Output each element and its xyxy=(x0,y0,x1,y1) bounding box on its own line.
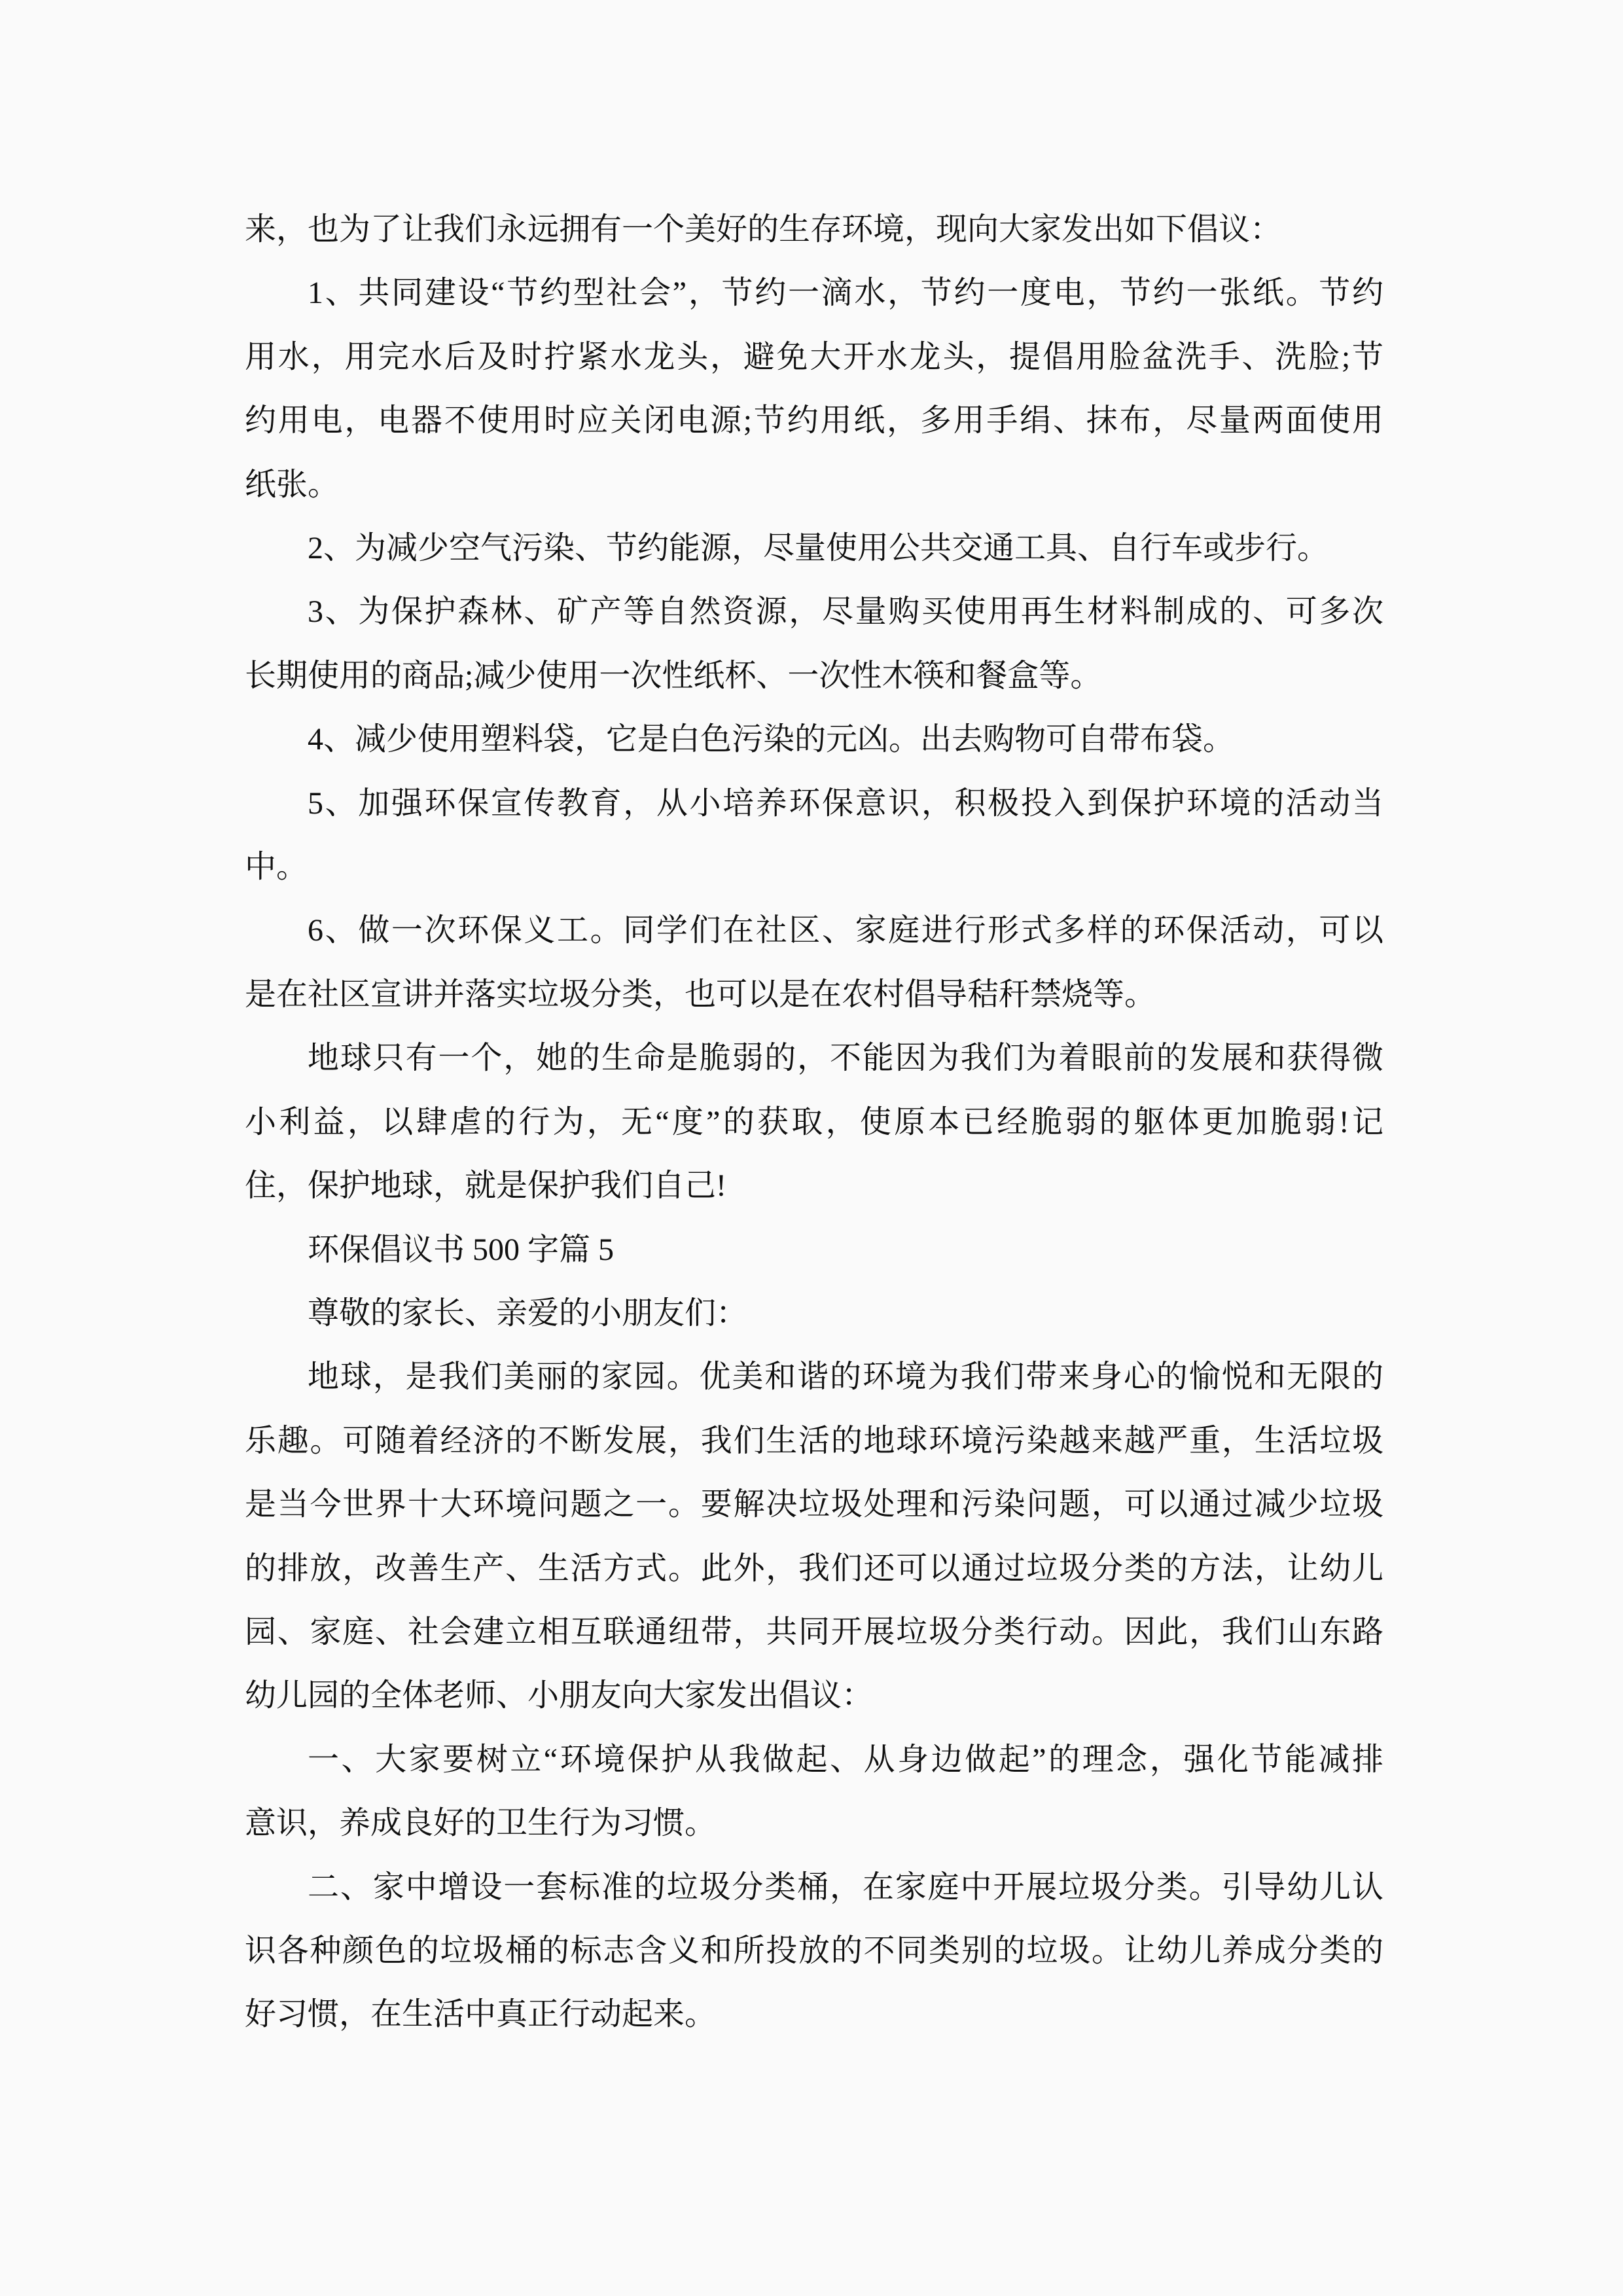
text-line: 识各种颜色的垃圾桶的标志含义和所投放的不同类别的垃圾。让幼儿养成分类的 xyxy=(245,1933,1383,1968)
text-line: 小利益，以肆虐的行为，无“度”的获取，使原本已经脆弱的躯体更加脆弱!记 xyxy=(245,1104,1383,1139)
text-line: 6、做一次环保义工。同学们在社区、家庭进行形式多样的环保活动，可以 xyxy=(308,913,1383,948)
text-line: 是当今世界十大环境问题之一。要解决垃圾处理和污染问题，可以通过减少垃圾 xyxy=(245,1487,1383,1522)
text-line: 1、共同建设“节约型社会”，节约一滴水，节约一度电，节约一张纸。节约 xyxy=(308,276,1383,311)
text-line: 住，保护地球，就是保护我们自己! xyxy=(245,1168,726,1204)
text-line: 一、大家要树立“环境保护从我做起、从身边做起”的理念，强化节能减排 xyxy=(308,1742,1383,1777)
text-line: 地球，是我们美丽的家园。优美和谐的环境为我们带来身心的愉悦和无限的 xyxy=(308,1359,1383,1395)
text-line: 中。 xyxy=(245,850,308,885)
text-line: 尊敬的家长、亲爱的小朋友们： xyxy=(308,1295,748,1331)
text-line: 是在社区宣讲并落实垃圾分类，也可以是在农村倡导秸秆禁烧等。 xyxy=(245,977,1156,1012)
text-line: 2、为减少空气污染、节约能源，尽量使用公共交通工具、自行车或步行。 xyxy=(308,531,1329,566)
document-text-block xyxy=(245,198,1383,2047)
text-line: 用水，用完水后及时拧紧水龙头，避免大开水龙头，提倡用脸盆洗手、洗脸;节 xyxy=(245,339,1383,374)
text-line: 纸张。 xyxy=(245,467,340,502)
text-line: 5、加强环保宣传教育，从小培养环保意识，积极投入到保护环境的活动当 xyxy=(308,785,1383,821)
text-line: 意识，养成良好的卫生行为习惯。 xyxy=(245,1806,717,1841)
text-line: 约用电，电器不使用时应关闭电源;节约用纸，多用手绢、抹布，尽量两面使用 xyxy=(245,403,1383,439)
text-line: 长期使用的商品;减少使用一次性纸杯、一次性木筷和餐盒等。 xyxy=(245,658,1102,693)
text-line: 园、家庭、社会建立相互联通纽带，共同开展垃圾分类行动。因此，我们山东路 xyxy=(245,1614,1383,1649)
text-line: 4、减少使用塑料袋，它是白色污染的元凶。出去购物可自带布袋。 xyxy=(308,722,1235,757)
text-line: 3、为保护森林、矿产等自然资源，尽量购买使用再生材料制成的、可多次 xyxy=(308,594,1383,630)
text-line: 的排放，改善生产、生活方式。此外，我们还可以通过垃圾分类的方法，让幼儿 xyxy=(245,1551,1383,1586)
text-line: 二、家中增设一套标准的垃圾分类桶，在家庭中开展垃圾分类。引导幼儿认 xyxy=(308,1869,1383,1905)
text-line: 来，也为了让我们永远拥有一个美好的生存环境，现向大家发出如下倡议： xyxy=(245,212,1282,247)
text-line: 幼儿园的全体老师、小朋友向大家发出倡议： xyxy=(245,1678,874,1713)
text-line: 地球只有一个，她的生命是脆弱的，不能因为我们为着眼前的发展和获得微 xyxy=(308,1041,1383,1076)
text-line: 环保倡议书 500 字篇 5 xyxy=(308,1232,615,1267)
text-line: 好习惯，在生活中真正行动起来。 xyxy=(245,1997,717,2032)
text-line: 乐趣。可随着经济的不断发展，我们生活的地球环境污染越来越严重，生活垃圾 xyxy=(245,1423,1383,1458)
